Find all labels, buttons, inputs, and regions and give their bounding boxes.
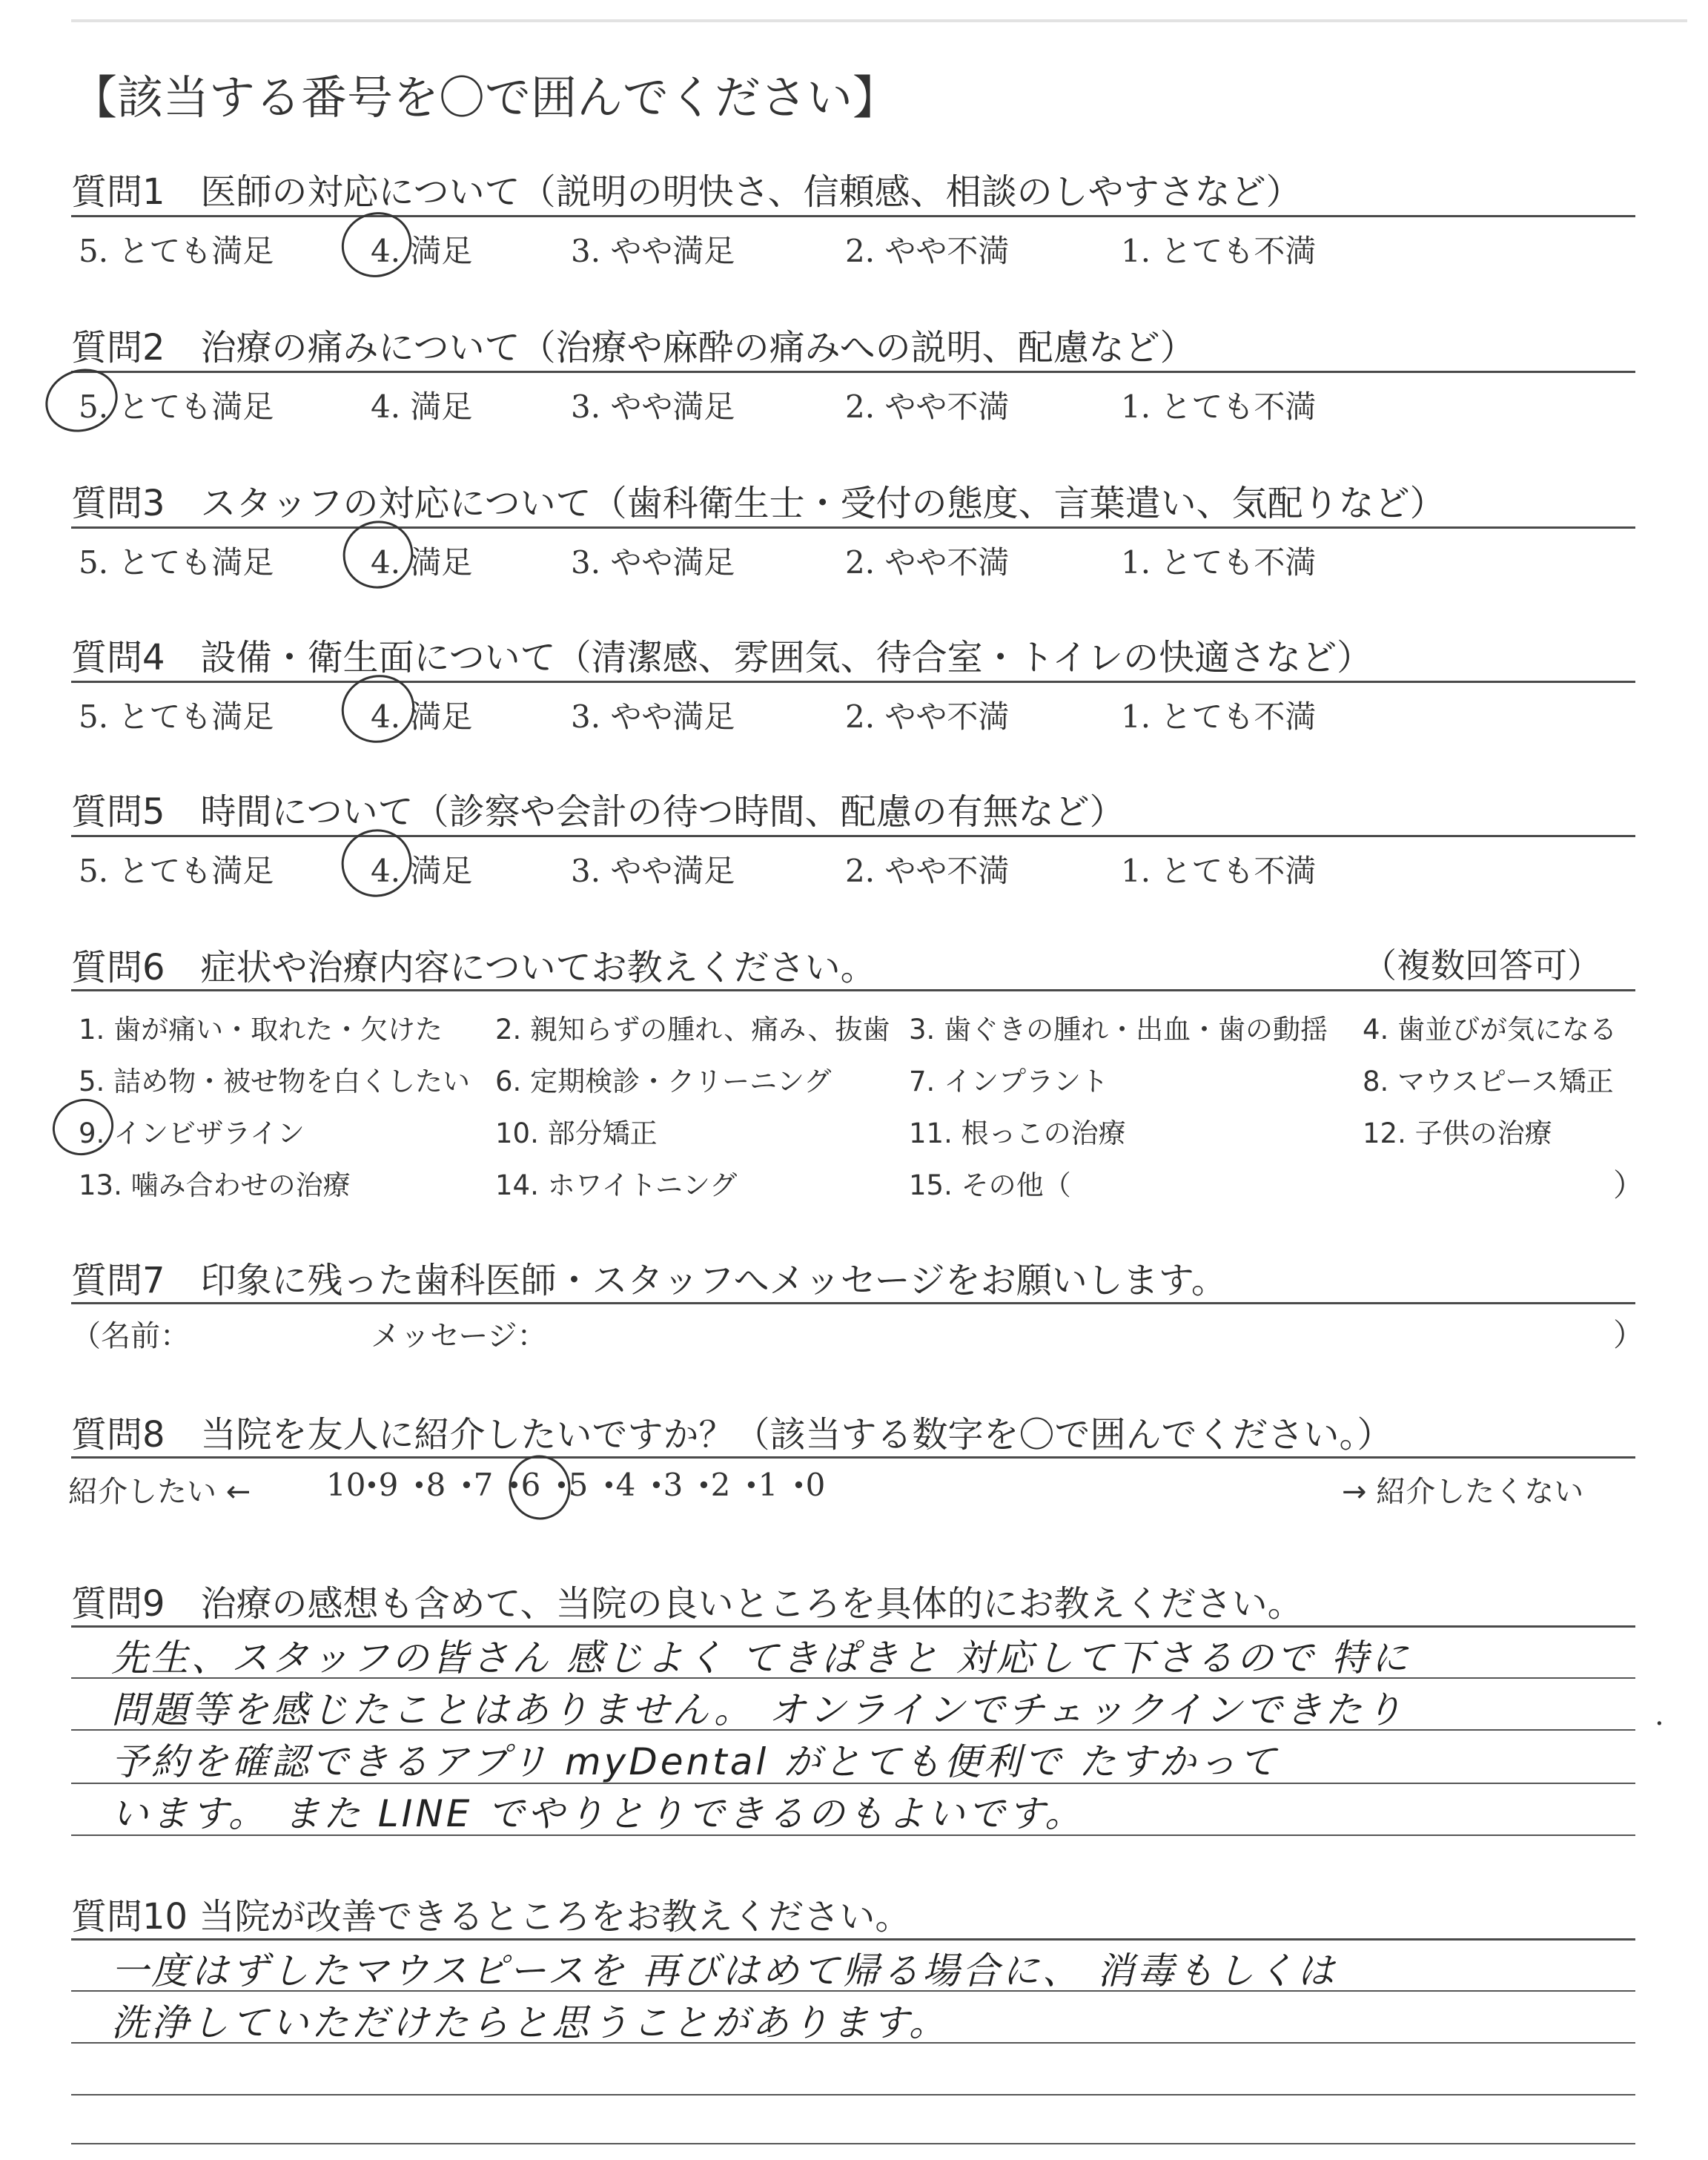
question-4-heading: 質問4 設備・衛生面について（清潔感、雰囲気、待合室・トイレの快適さなど） [71,637,1373,678]
q6-item-6[interactable]: 6. 定期検診・クリーニング [495,1066,832,1097]
stray-mark: . [1655,1698,1664,1732]
q6-item-4[interactable]: 4. 歯並びが気になる [1363,1014,1618,1046]
option-1[interactable]: 1. とても不満 [1121,698,1317,735]
question-6-note: （複数回答可） [1363,945,1601,985]
not-recommend-label: → 紹介したくない [1342,1475,1584,1509]
option-5[interactable]: 5. とても満足 [79,389,274,425]
q6-item-12[interactable]: 12. 子供の治療 [1363,1117,1552,1149]
question-3-rule [71,526,1635,529]
option-1[interactable]: 1. とても不満 [1121,389,1317,425]
option-4[interactable]: 4. 満足 [371,698,473,735]
page-title: 【該当する番号を〇で囲んでください】 [71,70,899,125]
option-2[interactable]: 2. やや不満 [845,698,1010,735]
option-3[interactable]: 3. やや満足 [571,233,735,269]
top-border [71,19,1687,22]
q6-item-2[interactable]: 2. 親知らずの腫れ、痛み、抜歯 [495,1014,890,1046]
question-3-heading: 質問3 スタッフの対応について（歯科衛生士・受付の態度、言葉遣い、気配りなど） [71,483,1446,524]
name-label: （名前： [71,1319,190,1353]
recommend-label: 紹介したい ← [68,1475,251,1509]
q6-item-5[interactable]: 5. 詰め物・被せ物を白くしたい [79,1066,471,1097]
scale-separator: • [649,1471,663,1499]
scale-value-7[interactable]: 7 [473,1467,494,1503]
q10-answer-line-1: 一度はずしたマウスピースを 再びはめて帰る場合に、 消毒もしくは [111,1949,1337,1992]
question-10-rule-0 [71,1938,1635,1941]
scale-separator: • [744,1471,758,1499]
question-2-heading: 質問2 治療の痛みについて（治療や麻酔の痛みへの説明、配慮など） [71,327,1196,369]
scale-value-9[interactable]: 9 [378,1467,399,1503]
scale-separator: • [365,1471,379,1499]
q6-item-15[interactable]: 15. その他（ [909,1169,1071,1201]
question-10-heading: 質問10 当院が改善できるところをお教えください。 [71,1896,911,1938]
scale-value-3[interactable]: 3 [663,1467,683,1503]
q6-item-8[interactable]: 8. マウスピース矯正 [1363,1066,1614,1097]
option-2[interactable]: 2. やや不満 [845,233,1010,269]
q6-item-15-close: ） [1613,1167,1645,1203]
question-4-rule [71,681,1635,683]
q6-item-3[interactable]: 3. 歯ぐきの腫れ・出血・歯の動揺 [909,1014,1328,1046]
question-1-rule [71,215,1635,217]
option-3[interactable]: 3. やや満足 [571,853,735,889]
option-2[interactable]: 2. やや不満 [845,544,1010,581]
option-4[interactable]: 4. 満足 [371,853,473,889]
question-6-rule [71,989,1635,991]
scale-separator: • [602,1471,616,1499]
question-2-rule [71,371,1635,373]
scale-separator: • [460,1471,474,1499]
question-5-heading: 質問5 時間について（診察や会計の待つ時間、配慮の有無など） [71,791,1125,833]
option-1[interactable]: 1. とても不満 [1121,853,1317,889]
option-1[interactable]: 1. とても不満 [1121,544,1317,581]
q6-item-1[interactable]: 1. 歯が痛い・取れた・欠けた [79,1014,443,1046]
question-10-rule-4 [71,2143,1635,2144]
q9-answer-line-1: 先生、スタッフの皆さん 感じよく てきぱきと 対応して下さるので 特に [111,1636,1411,1680]
message-label: メッセージ： [371,1319,547,1353]
scale-value-6[interactable]: 6 [520,1467,541,1503]
scale-separator: • [697,1471,711,1499]
q9-answer-line-4: います。 また LINE でやりとりできるのもよいです。 [111,1792,1085,1835]
q7-close: ） [1613,1317,1645,1353]
scale-value-10[interactable]: 10 [326,1467,366,1503]
q6-item-14[interactable]: 14. ホワイトニング [495,1169,738,1201]
option-1[interactable]: 1. とても不満 [1121,233,1317,269]
scale-value-8[interactable]: 8 [426,1467,446,1503]
option-5[interactable]: 5. とても満足 [79,698,274,735]
option-5[interactable]: 5. とても満足 [79,853,274,889]
scale-value-4[interactable]: 4 [615,1467,636,1503]
option-3[interactable]: 3. やや満足 [571,698,735,735]
question-9-rule-0 [71,1625,1635,1628]
option-2[interactable]: 2. やや不満 [845,853,1010,889]
scale-separator: • [792,1471,806,1499]
q9-answer-line-2: 問題等を感じたことはありません。 オンラインでチェックインできたり [111,1688,1406,1731]
question-5-rule [71,835,1635,837]
option-5[interactable]: 5. とても満足 [79,544,274,581]
q6-item-7[interactable]: 7. インプラント [909,1066,1109,1097]
scale-value-2[interactable]: 2 [710,1467,731,1503]
scale-separator: • [555,1471,569,1499]
scale-value-0[interactable]: 0 [805,1467,826,1503]
option-4[interactable]: 4. 満足 [371,389,473,425]
q10-answer-line-2: 洗浄していただけたらと思うことがあります。 [111,2001,949,2044]
q6-item-11[interactable]: 11. 根っこの治療 [909,1117,1126,1149]
option-2[interactable]: 2. やや不満 [845,389,1010,425]
scale-separator: • [507,1471,521,1499]
question-6-heading: 質問6 症状や治療内容についてお教えください。 [71,947,876,988]
question-8-rule [71,1456,1635,1459]
scale-separator: • [412,1471,426,1499]
question-7-heading: 質問7 印象に残った歯科医師・スタッフへメッセージをお願いします。 [71,1260,1227,1301]
question-7-rule [71,1302,1635,1304]
option-5[interactable]: 5. とても満足 [79,233,274,269]
q6-item-13[interactable]: 13. 噛み合わせの治療 [79,1169,351,1201]
scale-value-1[interactable]: 1 [758,1467,778,1503]
question-9-heading: 質問9 治療の感想も含めて、当院の良いところを具体的にお教えください。 [71,1583,1303,1625]
question-1-heading: 質問1 医師の対応について（説明の明快さ、信頼感、相談のしやすさなど） [71,171,1302,213]
scale-value-5[interactable]: 5 [568,1467,589,1503]
q9-answer-line-3: 予約を確認できるアプリ myDental がとても便利で たすかって [111,1740,1280,1783]
question-8-heading: 質問8 当院を友人に紹介したいですか？（該当する数字を〇で囲んでください。） [71,1414,1393,1456]
option-3[interactable]: 3. やや満足 [571,389,735,425]
option-4[interactable]: 4. 満足 [371,233,473,269]
q6-item-10[interactable]: 10. 部分矯正 [495,1117,658,1149]
option-4[interactable]: 4. 満足 [371,544,473,581]
question-10-rule-3 [71,2094,1635,2095]
q6-item-9[interactable]: 9. インビザライン [79,1117,305,1149]
option-3[interactable]: 3. やや満足 [571,544,735,581]
